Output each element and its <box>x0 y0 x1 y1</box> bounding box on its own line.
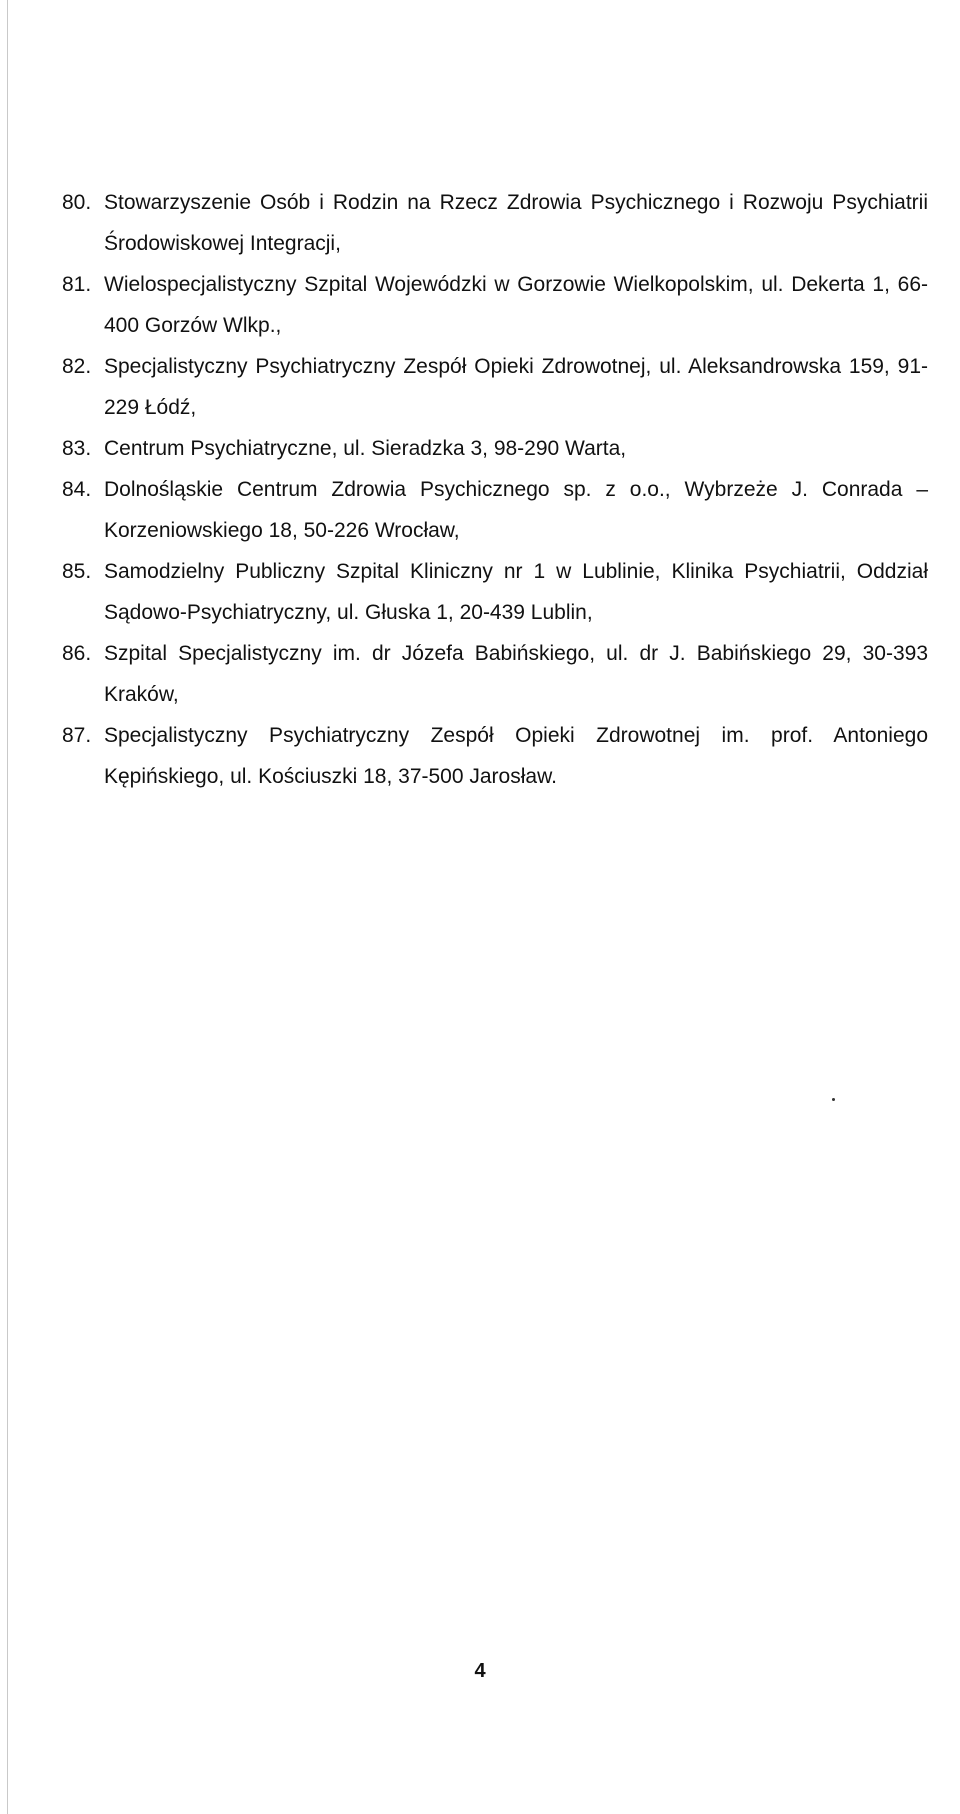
page-number: 4 <box>474 1660 486 1682</box>
item-text: Centrum Psychiatryczne, ul. Sieradzka 3, 98-290 Warta, <box>104 437 627 460</box>
list-item <box>62 469 928 551</box>
item-text: Samodzielny Publiczny Szpital Kliniczny nr 1 w Lublinie, Klinika Psychiatrii, Oddział Sądowo-Psychiatryczny, ul. Głuska 1, 20-439 Lublin, <box>104 560 928 624</box>
item-number: 87. <box>62 724 92 747</box>
item-number: 82. <box>62 355 92 378</box>
list-item <box>62 264 928 346</box>
item-text: Szpital Specjalistyczny im. dr Józefa Babińskiego, ul. dr J. Babińskiego 29, 30-393 Kraków, <box>104 642 928 706</box>
scan-edge-line <box>7 0 8 1814</box>
item-number: 84. <box>62 478 92 501</box>
item-number: 83. <box>62 437 92 460</box>
item-number: 85. <box>62 560 92 583</box>
item-number: 80. <box>62 191 92 214</box>
list-item <box>62 346 928 428</box>
item-text: Dolnośląskie Centrum Zdrowia Psychicznego sp. z o.o., Wybrzeże J. Conrada – Korzeniowskiego 18, 50-226 Wrocław, <box>104 478 928 542</box>
list-item <box>62 428 928 469</box>
institution-list <box>62 182 928 797</box>
item-text: Specjalistyczny Psychiatryczny Zespół Opieki Zdrowotnej im. prof. Antoniego Kępińskiego, ul. Kościuszki 18, 37-500 Jarosław. <box>104 724 928 788</box>
scan-speck <box>832 1098 835 1101</box>
item-text: Stowarzyszenie Osób i Rodzin na Rzecz Zdrowia Psychicznego i Rozwoju Psychiatrii Środowiskowej Integracji, <box>104 191 928 255</box>
item-text: Wielospecjalistyczny Szpital Wojewódzki w Gorzowie Wielkopolskim, ul. Dekerta 1, 66-400 Gorzów Wlkp., <box>104 273 928 337</box>
item-text: Specjalistyczny Psychiatryczny Zespół Opieki Zdrowotnej, ul. Aleksandrowska 159, 91-229 Łódź, <box>104 355 928 419</box>
item-number: 81. <box>62 273 92 296</box>
list-item <box>62 551 928 633</box>
item-number: 86. <box>62 642 92 665</box>
list-item <box>62 182 928 264</box>
list-item <box>62 633 928 715</box>
list-item <box>62 715 928 797</box>
